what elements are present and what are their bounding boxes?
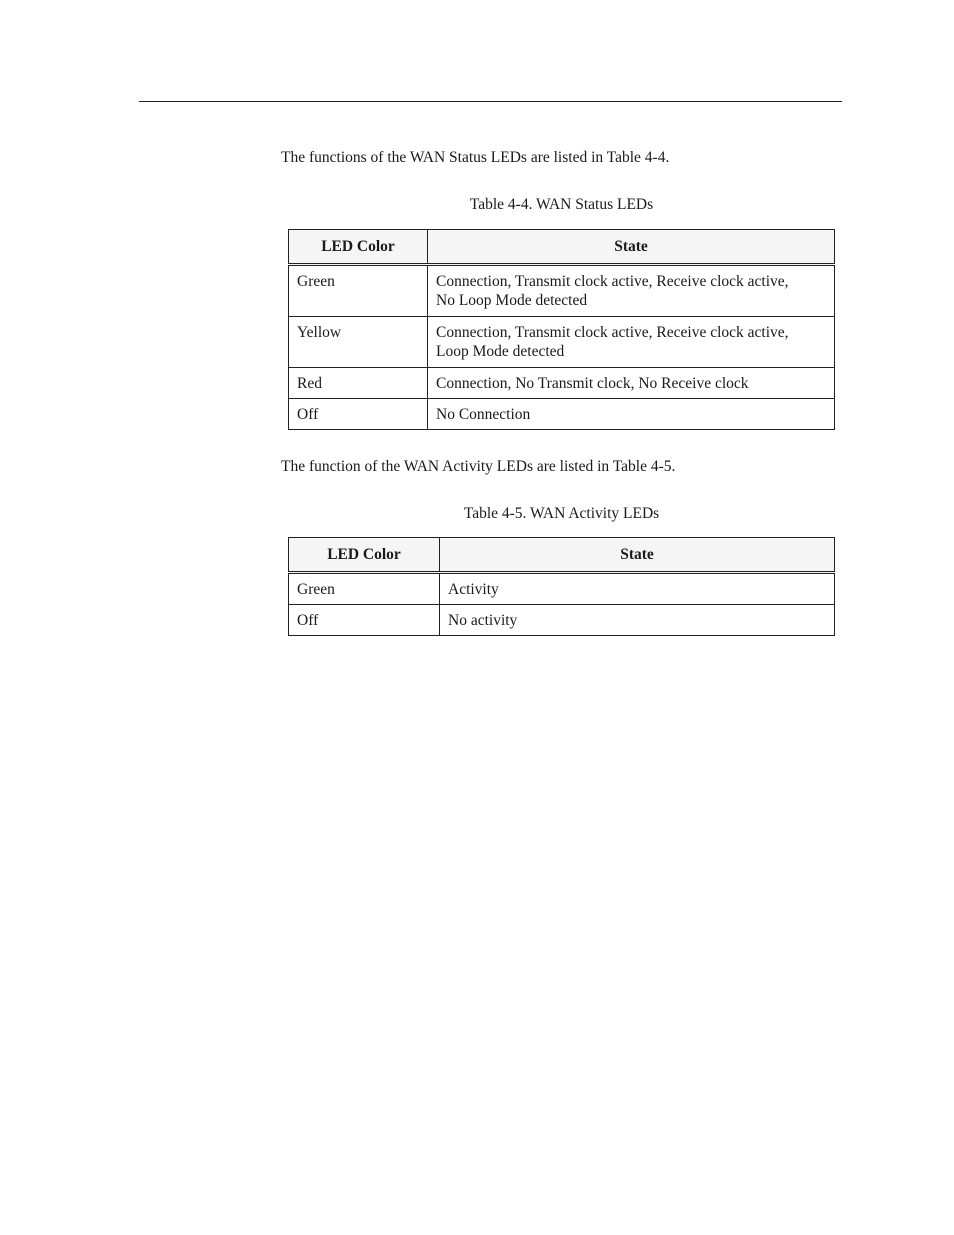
led-color-cell: Red — [289, 368, 428, 399]
table-row — [289, 317, 835, 368]
table-row — [289, 265, 835, 317]
state-cell: Connection, Transmit clock active, Receive clock active, Loop Mode detected — [428, 317, 835, 368]
led-color-cell: Off — [289, 399, 428, 430]
led-color-cell: Yellow — [289, 317, 428, 368]
wan-activity-leds-table — [288, 537, 835, 636]
led-color-cell: Green — [289, 265, 428, 317]
intro-paragraph-activity: The function of the WAN Activity LEDs are listed in Table 4-5. — [281, 458, 676, 475]
table-row — [289, 399, 835, 430]
table-caption-activity: Table 4-5. WAN Activity LEDs — [463, 505, 660, 522]
state-cell: Connection, No Transmit clock, No Receive clock — [428, 368, 835, 399]
column-header-state: State — [428, 230, 835, 265]
led-color-cell: Green — [289, 573, 440, 605]
table-row — [289, 573, 835, 605]
table-row — [289, 605, 835, 636]
table-header-row — [289, 538, 835, 573]
state-cell: No Connection — [428, 399, 835, 430]
table-caption-status: Table 4-4. WAN Status LEDs — [469, 196, 654, 213]
state-cell: Activity — [440, 573, 835, 605]
state-cell: No activity — [440, 605, 835, 636]
intro-paragraph-status: The functions of the WAN Status LEDs are listed in Table 4-4. — [281, 149, 670, 166]
led-color-cell: Off — [289, 605, 440, 636]
column-header-led-color: LED Color — [289, 230, 428, 265]
state-cell: Connection, Transmit clock active, Receive clock active, No Loop Mode detected — [428, 265, 835, 317]
column-header-led-color: LED Color — [289, 538, 440, 573]
header-rule — [139, 101, 842, 102]
column-header-state: State — [440, 538, 835, 573]
table-header-row — [289, 230, 835, 265]
wan-status-leds-table — [288, 229, 835, 430]
table-row — [289, 368, 835, 399]
